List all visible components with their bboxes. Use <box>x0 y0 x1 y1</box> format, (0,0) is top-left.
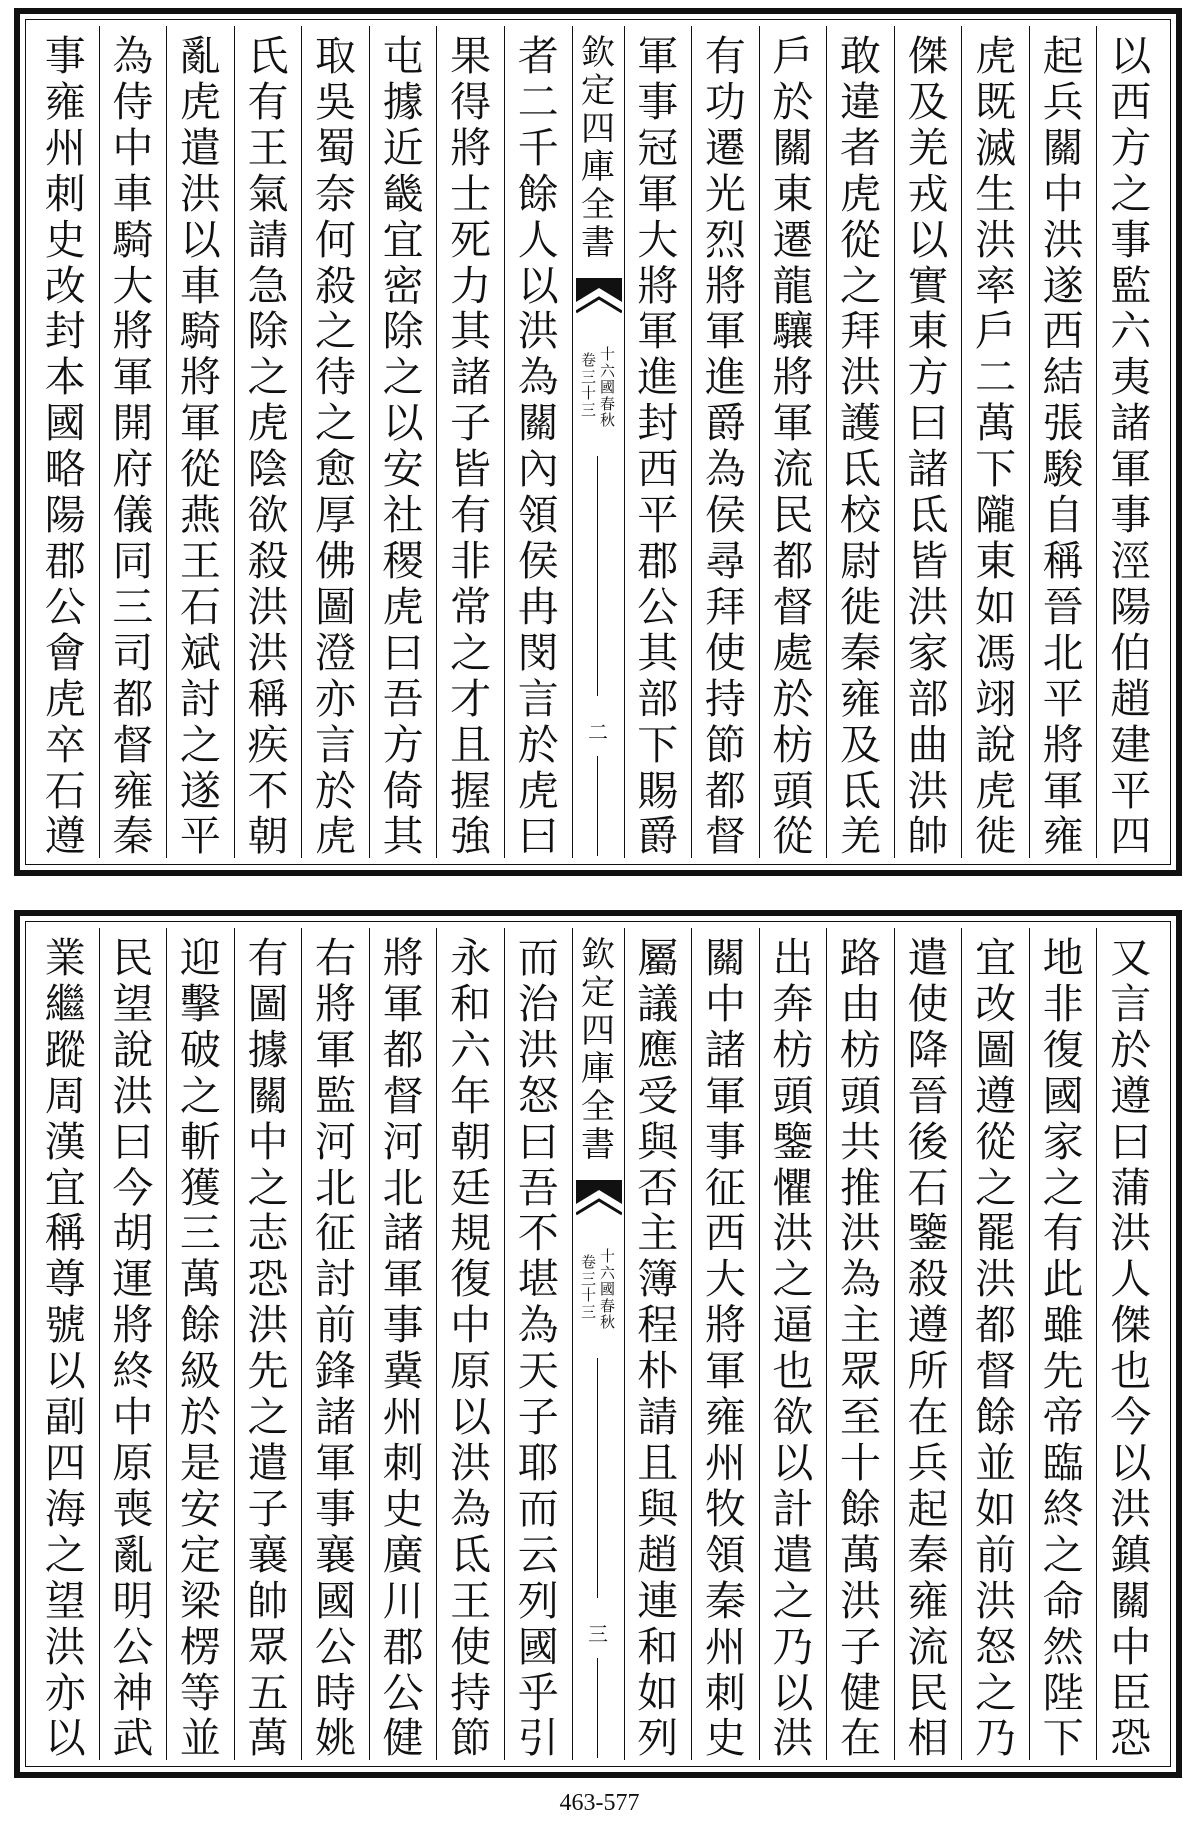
text-column <box>759 928 827 1760</box>
text-column <box>234 928 302 1760</box>
column-text: 民望說洪曰今胡運將終中原喪亂明公神武 <box>112 934 154 1760</box>
center-gutter <box>572 26 624 858</box>
text-column <box>32 928 99 1760</box>
column-text: 屬議應受與否主簿程朴請且與趙連和如列 <box>637 934 679 1760</box>
column-text: 關中諸軍事征西大將軍雍州牧領秦州刺史 <box>704 934 746 1760</box>
text-column <box>1029 26 1097 858</box>
column-text: 氏有王氣請急除之虎陰欲殺洪洪稱疾不朝 <box>247 32 289 858</box>
text-column <box>301 928 369 1760</box>
column-text: 起兵關中洪遂西結張駿自稱晉北平將軍雍 <box>1042 32 1084 858</box>
column-text: 出奔枋頭鑒懼洪之逼也欲以計遣之乃以洪 <box>772 934 814 1760</box>
gutter-page-number: 三 <box>588 1622 608 1646</box>
column-text: 傑及羌戎以實東方曰諸氐皆洪家部曲洪帥 <box>907 32 949 858</box>
column-text: 亂虎遣洪以車騎將軍從燕王石斌討之遂平 <box>179 32 221 858</box>
text-column <box>1096 928 1164 1760</box>
column-text: 以西方之事監六夷諸軍事涇陽伯趙建平四 <box>1110 32 1152 858</box>
text-column <box>1096 26 1164 858</box>
column-text: 敢違者虎從之拜洪護氐校尉徙秦雍及氐羌 <box>839 32 881 858</box>
gutter-book-title: 十六國春秋 <box>599 1247 615 1331</box>
gutter-rule <box>597 456 599 696</box>
page-frame-top <box>14 8 1182 876</box>
gutter-book-title: 十六國春秋 <box>599 345 615 429</box>
text-column <box>166 928 234 1760</box>
column-text: 戶於關東遷龍驤將軍流民都督處於枋頭從 <box>772 32 814 858</box>
page-frame-bottom <box>14 910 1182 1778</box>
text-column <box>826 928 894 1760</box>
text-column <box>894 26 962 858</box>
column-text: 右將軍監河北征討前鋒諸軍事襄國公時姚 <box>315 934 357 1760</box>
text-columns-bottom <box>32 928 1164 1760</box>
text-column <box>504 26 572 858</box>
column-text: 將軍都督河北諸軍事冀州刺史廣川郡公健 <box>382 934 424 1760</box>
text-columns-top <box>32 26 1164 858</box>
gutter-collection-title: 欽定四庫全書 <box>581 935 615 1166</box>
gutter-rule <box>597 1358 599 1598</box>
column-text: 屯據近畿宜密除之以安社稷虎曰吾方倚其 <box>382 32 424 858</box>
gutter-rule <box>597 756 599 856</box>
text-column <box>691 26 759 858</box>
column-text: 地非復國家之有此雖先帝臨終之命然陛下 <box>1042 934 1084 1760</box>
text-column <box>369 928 437 1760</box>
gutter-page-number: 二 <box>588 720 608 744</box>
text-column <box>624 26 692 858</box>
text-column <box>504 928 572 1760</box>
gutter-juan-number: 卷三十三 <box>580 351 596 419</box>
column-text: 迎擊破之斬獲三萬餘級於是安定梁楞等並 <box>179 934 221 1760</box>
column-text: 事雍州刺史改封本國略陽郡公會虎卒石遵 <box>44 32 86 858</box>
column-text: 遣使降晉後石鑒殺遵所在兵起秦雍流民相 <box>907 934 949 1760</box>
column-text: 路由枋頭共推洪為主眾至十餘萬洪子健在 <box>839 934 881 1760</box>
fish-tail-ornament-icon <box>576 1180 622 1220</box>
text-column <box>369 26 437 858</box>
text-column <box>234 26 302 858</box>
column-text: 取吳蜀奈何殺之待之愈厚佛圖澄亦言於虎 <box>315 32 357 858</box>
column-text: 業繼蹤周漢宜稱尊號以副四海之望洪亦以 <box>44 934 86 1760</box>
text-column <box>99 26 167 858</box>
text-column <box>99 928 167 1760</box>
column-text: 虎既滅生洪率戶二萬下隴東如馮翊說虎徙 <box>975 32 1017 858</box>
column-text: 而治洪怒曰吾不堪為天子耶而云列國乎引 <box>517 934 559 1760</box>
fish-tail-ornament-icon <box>576 278 622 318</box>
text-column <box>436 26 504 858</box>
gutter-rule <box>597 1658 599 1758</box>
column-text: 果得將士死力其諸子皆有非常之才且握強 <box>450 32 492 858</box>
text-column <box>301 26 369 858</box>
text-column <box>624 928 692 1760</box>
gutter-juan-number: 卷三十三 <box>580 1253 596 1321</box>
column-text: 有圖據關中之志恐洪先之遣子襄帥眾五萬 <box>247 934 289 1760</box>
text-column <box>759 26 827 858</box>
column-text: 又言於遵曰蒲洪人傑也今以洪鎮關中臣恐 <box>1110 934 1152 1760</box>
column-text: 者二千餘人以洪為關內領侯冉閔言於虎曰 <box>517 32 559 858</box>
center-gutter <box>572 928 624 1760</box>
text-column <box>894 928 962 1760</box>
text-column <box>961 928 1029 1760</box>
text-column <box>1029 928 1097 1760</box>
column-text: 永和六年朝廷規復中原以洪為氐王使持節 <box>450 934 492 1760</box>
text-column <box>826 26 894 858</box>
text-column <box>436 928 504 1760</box>
text-column <box>32 26 99 858</box>
gutter-collection-title: 欽定四庫全書 <box>581 33 615 264</box>
column-text: 為侍中車騎大將軍開府儀同三司都督雍秦 <box>112 32 154 858</box>
column-text: 宜改圖遵從之罷洪都督餘並如前洪怒之乃 <box>975 934 1017 1760</box>
text-column <box>691 928 759 1760</box>
column-text: 軍事冠軍大將軍進封西平郡公其部下賜爵 <box>637 32 679 858</box>
page-number: 463-577 <box>559 1790 640 1816</box>
text-column <box>961 26 1029 858</box>
column-text: 有功遷光烈將軍進爵為侯尋拜使持節都督 <box>704 32 746 858</box>
text-column <box>166 26 234 858</box>
